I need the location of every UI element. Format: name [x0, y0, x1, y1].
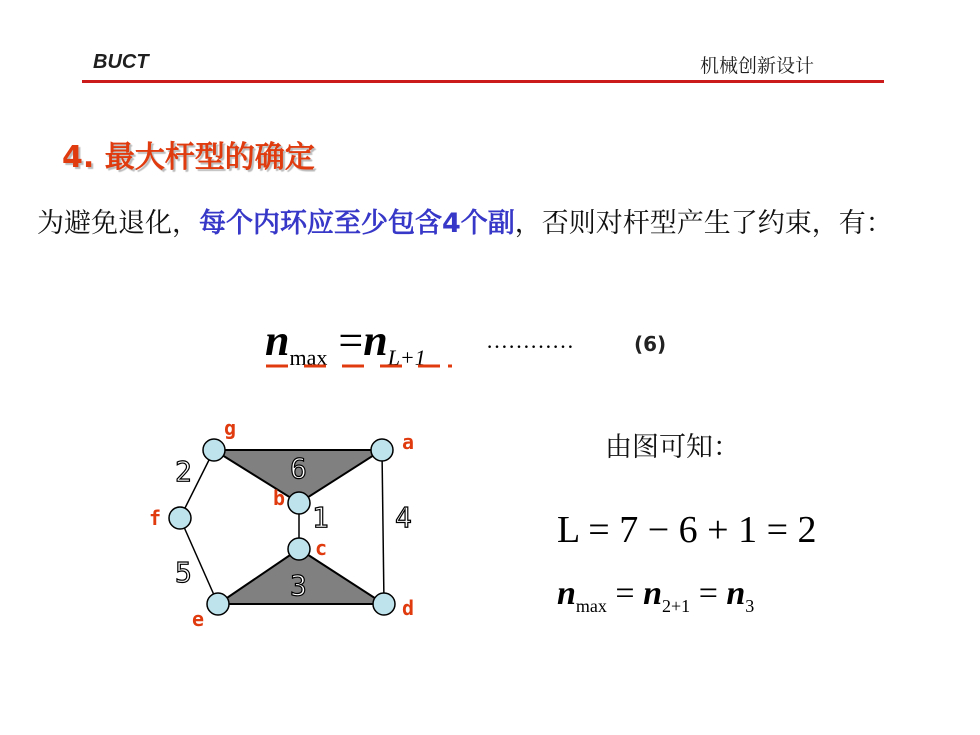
linkage-diagram: [140, 415, 430, 635]
joint-d: [373, 593, 395, 615]
body-paragraph: [37, 203, 897, 245]
link-number-5: 5: [175, 556, 192, 589]
header-left-text: BUCT: [93, 51, 149, 73]
eq3-c: n: [726, 575, 746, 612]
eq3-a-sub: max: [575, 596, 607, 616]
eq3-eq2: =: [698, 575, 718, 612]
label-d: d: [402, 596, 415, 620]
paragraph-emphasis: 每个内环应至少包含4个副: [199, 208, 515, 239]
formula-lhs-sub: max: [289, 345, 328, 370]
label-f: f: [149, 506, 162, 530]
label-a: a: [402, 430, 415, 454]
equation-n-max: [557, 575, 754, 617]
paragraph-part2: ，否则对杆型产生了约束，有：: [514, 208, 893, 239]
eq3-c-sub: 3: [745, 596, 755, 616]
joint-g: [203, 439, 225, 461]
joint-f: [169, 507, 191, 529]
red-dashed-underline: [262, 360, 462, 374]
eq3-b: n: [643, 575, 663, 612]
link-number-4: 4: [395, 501, 412, 534]
link-number-2: 2: [175, 455, 192, 488]
section-title: 4. 最大杆型的确定: [62, 140, 315, 175]
formula-rhs-sub: L+1: [387, 345, 426, 370]
label-g: g: [224, 416, 237, 440]
label-c: c: [315, 536, 328, 560]
link-number-1: 1: [312, 501, 329, 534]
formula-rhs: n: [363, 316, 388, 365]
equation-L: L = 7 − 6 + 1 = 2: [557, 509, 817, 551]
eq3-b-sub: 2+1: [662, 596, 691, 616]
joint-c: [288, 538, 310, 560]
equation-number: (6): [634, 332, 667, 356]
header-right-text: 机械创新设计: [700, 55, 815, 77]
eq3-eq1: =: [615, 575, 635, 612]
eq3-a: n: [557, 575, 576, 612]
right-caption: 由图可知：: [605, 432, 740, 463]
formula-eq: =: [338, 316, 364, 365]
link-4: [382, 450, 384, 604]
paragraph-part1: 为避免退化，: [37, 208, 199, 239]
label-b: b: [273, 486, 286, 510]
link-number-6: 6: [290, 452, 307, 485]
joint-a: [371, 439, 393, 461]
joint-e: [207, 593, 229, 615]
header-rule: [82, 80, 884, 83]
link-number-3: 3: [290, 569, 307, 602]
joint-b: [288, 492, 310, 514]
label-e: e: [192, 607, 205, 631]
formula-dots: …………: [486, 328, 574, 353]
formula-lhs: n: [265, 316, 290, 365]
